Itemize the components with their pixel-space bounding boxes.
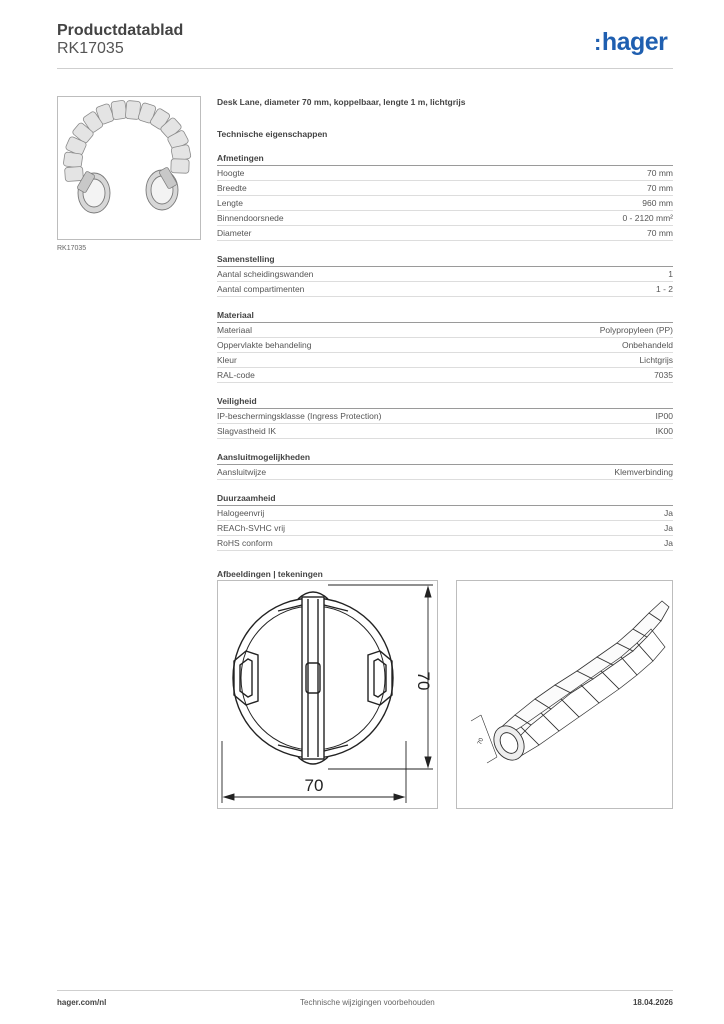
group-title: Samenstelling [217,253,673,267]
spec-row [217,282,673,297]
document-title: Productdatablad [57,22,184,39]
spec-value: Klemverbinding [614,467,673,477]
spec-value: 70 mm [647,228,673,238]
group-samenstelling [217,253,673,297]
perspective-svg [457,581,672,808]
spec-row [217,267,673,282]
spec-label: Aantal scheidingswanden [217,269,314,279]
spec-label: Lengte [217,198,243,208]
spec-row [217,465,673,480]
group-title: Afmetingen [217,152,673,166]
hager-logo [594,28,667,57]
spec-value: 70 mm [647,168,673,178]
spec-label: Diameter [217,228,252,238]
spec-value: Onbehandeld [621,340,673,350]
width-dimension: 70 [304,776,324,795]
spec-value: IK00 [655,426,673,436]
spec-row [217,506,673,521]
spec-row [217,536,673,551]
tech-properties-heading: Technische eigenschappen [217,129,328,139]
spec-label: Halogeenvrij [217,508,265,518]
spec-label: Aansluitwijze [217,467,267,477]
spec-row [217,196,673,211]
spec-label: Oppervlakte behandeling [217,340,312,350]
cross-section-svg [218,581,437,808]
spec-value: Ja [664,523,673,533]
spec-label: Materiaal [217,325,252,335]
spec-row [217,181,673,196]
spec-label: Kleur [217,355,237,365]
spec-row [217,226,673,241]
spec-value: 0 - 2120 mm² [622,213,673,223]
group-afmetingen [217,152,673,241]
spec-label: Breedte [217,183,247,193]
group-title: Materiaal [217,309,673,323]
spec-label: Slagvastheid IK [217,426,277,436]
group-veiligheid [217,395,673,439]
spec-label: RoHS conform [217,538,273,548]
footer-divider [57,990,673,991]
spec-row [217,424,673,439]
spec-row [217,338,673,353]
spec-label: Aantal compartimenten [217,284,305,294]
spec-section [217,96,673,580]
spec-row [217,323,673,338]
logo-dots: : [594,30,601,55]
footer-date: 18.04.2026 [632,998,673,1007]
spec-value: Polypropyleen (PP) [599,325,673,335]
spec-value: IP00 [655,411,673,421]
cross-section-drawing [217,580,438,809]
product-photo [57,96,201,240]
group-aansluitmogelijkheden [217,451,673,480]
cable-spiral-image [58,97,200,239]
spec-value: Ja [664,538,673,548]
group-title: Veiligheid [217,395,673,409]
group-materiaal [217,309,673,383]
spec-value: 1 - 2 [655,284,673,294]
images-heading: Afbeeldingen | tekeningen [217,569,323,579]
footer-website-link[interactable]: hager.com/nl [57,998,107,1007]
group-title: Aansluitmogelijkheden [217,451,673,465]
height-dimension: 70 [414,671,433,691]
spec-row [217,166,673,181]
spec-row [217,211,673,226]
group-duurzaamheid [217,492,673,551]
diameter-dimension: 70 [477,737,486,746]
product-description: Desk Lane, diameter 70 mm, koppelbaar, lengte 1 m, lichtgrijs [217,97,466,107]
group-title: Duurzaamheid [217,492,673,506]
spec-value: 70 mm [647,183,673,193]
spec-label: REACh-SVHC vrij [217,523,286,533]
spec-row [217,409,673,424]
perspective-drawing [456,580,673,809]
spec-value: 7035 [654,370,673,380]
logo-text: hager [601,28,668,56]
spec-value: 960 mm [642,198,673,208]
spec-row [217,353,673,368]
photo-caption: RK17035 [57,245,87,252]
footer-disclaimer: Technische wijzigingen voorbehouden [300,998,435,1007]
spec-label: Hoogte [217,168,245,178]
spec-value: Lichtgrijs [639,355,673,365]
header-divider [57,68,673,69]
spec-label: RAL-code [217,370,255,380]
product-code: RK17035 [57,40,124,57]
spec-label: Binnendoorsnede [217,213,284,223]
spec-row [217,521,673,536]
spec-label: IP-beschermingsklasse (Ingress Protection) [217,411,382,421]
spec-row [217,368,673,383]
spec-value: Ja [664,508,673,518]
spec-value: 1 [668,269,673,279]
